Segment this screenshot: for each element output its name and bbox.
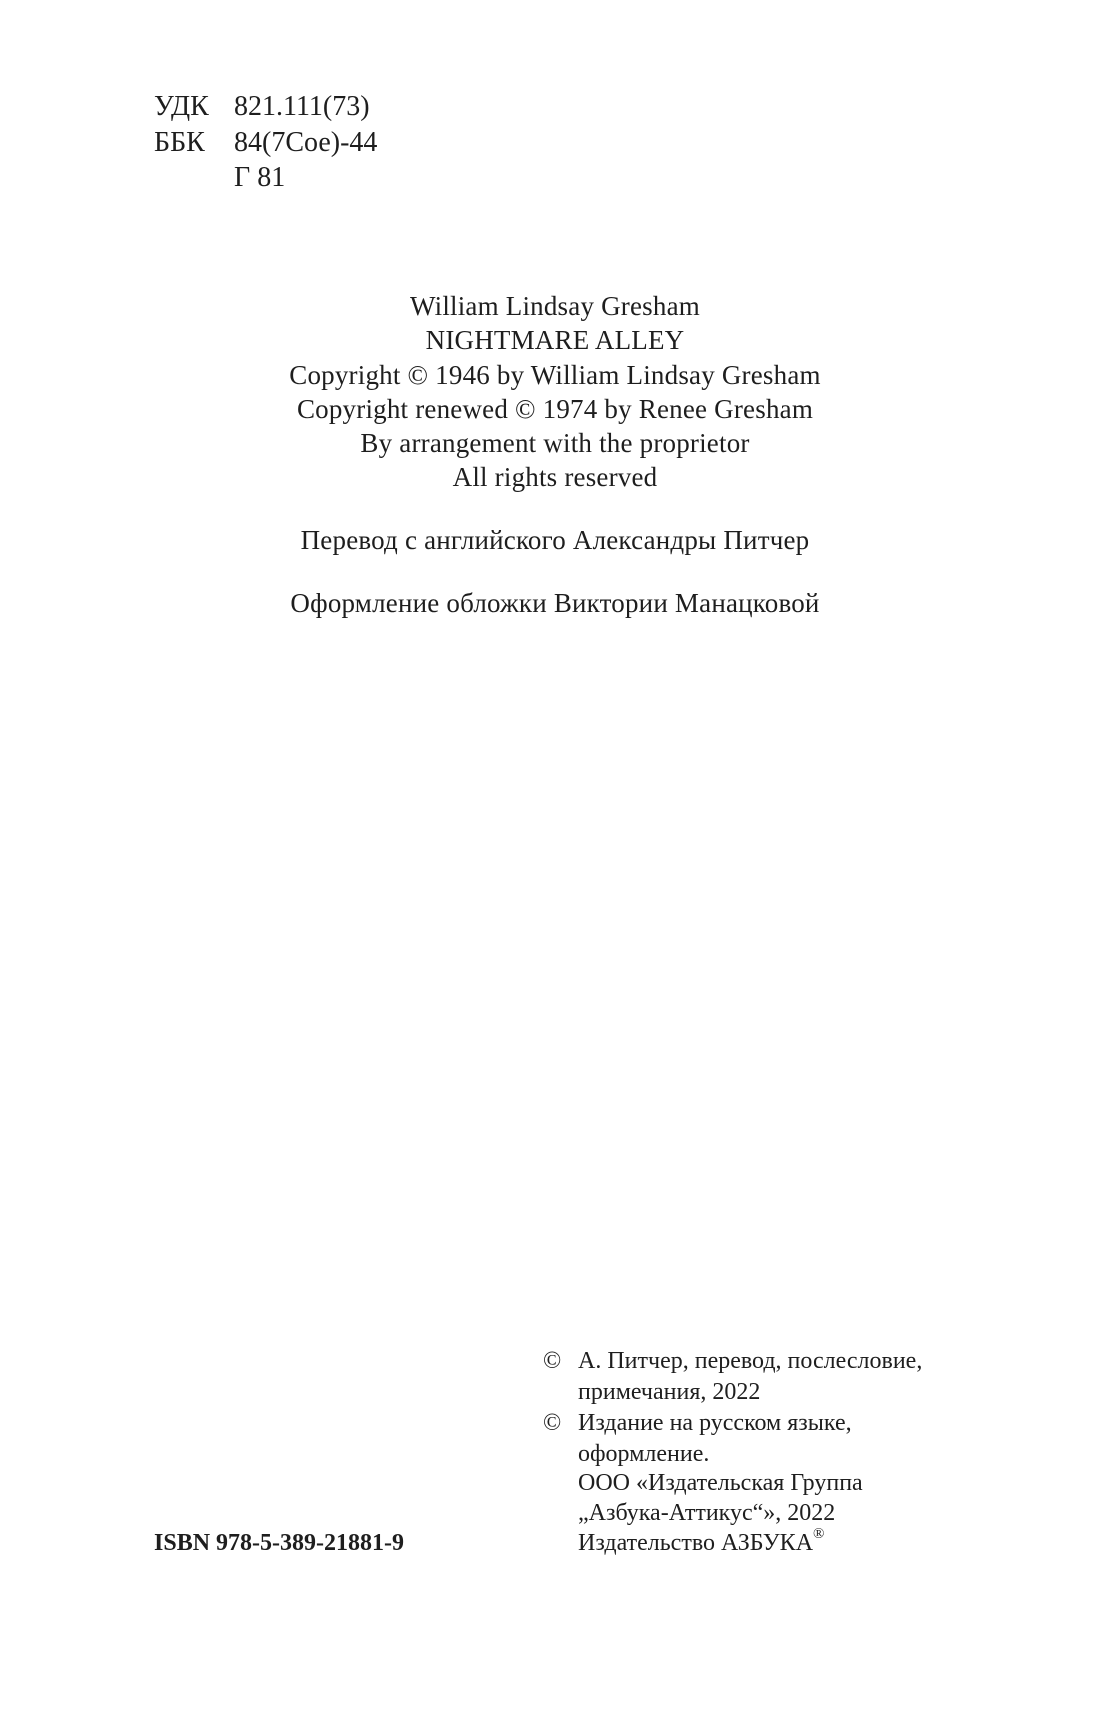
notice-line: „Азбука-Аттикус“», 2022 [578, 1500, 836, 1526]
copyright-renewed-line: Copyright renewed © 1974 by Renee Gresham [296, 394, 814, 424]
notice-line: примечания, 2022 [578, 1379, 761, 1405]
rights-reserved-line: All rights reserved [452, 462, 658, 492]
original-title: NIGHTMARE ALLEY [425, 325, 685, 355]
bbk-label: ББК [154, 127, 205, 158]
notice-line: А. Питчер, перевод, послесловие, [578, 1348, 923, 1374]
bbk-value: 84(7Сое)-44 [234, 127, 378, 158]
publisher-line [578, 1526, 825, 1556]
translator-credit: Перевод с английского Александры Питчер [300, 525, 810, 555]
notice-line: Издание на русском языке, [578, 1410, 852, 1436]
cover-design-credit: Оформление обложки Виктории Манацковой [290, 588, 820, 618]
registered-mark: ® [813, 1526, 825, 1542]
original-author: William Lindsay Gresham [410, 291, 700, 321]
copyright-line: Copyright © 1946 by William Lindsay Gresham [289, 360, 821, 390]
copyright-symbol: © [543, 1410, 562, 1436]
author-mark: Г 81 [234, 162, 286, 193]
notice-line: оформление. [578, 1441, 710, 1467]
publisher-name: Издательство АЗБУКА [578, 1530, 814, 1556]
isbn: ISBN 978-5-389-21881-9 [154, 1530, 404, 1556]
notice-line: ООО «Издательская Группа [578, 1470, 863, 1496]
arrangement-line: By arrangement with the proprietor [360, 428, 750, 458]
udk-value: 821.111(73) [234, 91, 370, 122]
udk-label: УДК [154, 91, 209, 122]
copyright-symbol: © [543, 1348, 562, 1374]
